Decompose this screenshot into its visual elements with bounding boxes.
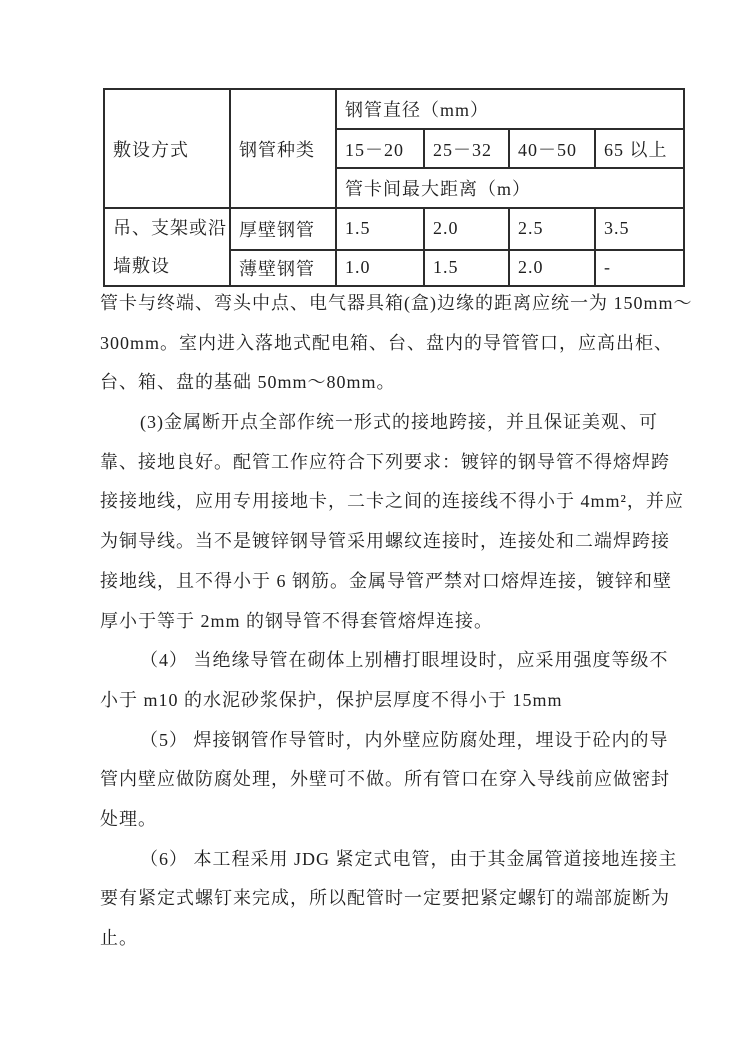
body-text (100, 284, 700, 959)
table-header-installation-method: 敷设方式 (104, 89, 230, 208)
table-header-max-clip-distance: 管卡间最大距离（m） (336, 168, 684, 208)
body-line: 300mm。室内进入落地式配电箱、台、盘内的导管管口，应高出柜、 (100, 332, 673, 353)
body-line: 小于 m10 的水泥砂浆保护，保护层厚度不得小于 15mm (100, 689, 563, 710)
table-header-pipe-type: 钢管种类 (230, 89, 336, 208)
body-line: （4） 当绝缘导管在砌体上别槽打眼埋设时，应采用强度等级不 (140, 650, 669, 671)
body-line: 靠、接地良好。配管工作应符合下列要求：镀锌的钢导管不得熔焊跨 (100, 451, 670, 472)
body-line: 接地线，且不得小于 6 钢筋。金属导管严禁对口熔焊连接，镀锌和壁 (100, 570, 672, 591)
table-cell-value: 2.0 (424, 208, 509, 250)
table-cell-method (104, 208, 230, 286)
body-line: 要有紧定式螺钉来完成，所以配管时一定要把紧定螺钉的端部旋断为 (100, 888, 670, 909)
table-cell-thick-wall-pipe: 厚壁钢管 (230, 208, 336, 250)
body-line: （5） 焊接钢管作导管时，内外壁应防腐处理，埋设于砼内的导 (140, 729, 669, 750)
body-line: 台、箱、盘的基础 50mm～80mm。 (100, 372, 396, 393)
table-cell-value: 1.5 (336, 208, 424, 250)
table-cell-value: 3.5 (595, 208, 684, 250)
table-cell-value: 2.5 (509, 208, 595, 250)
body-line: 为铜导线。当不是镀锌钢导管采用螺纹连接时，连接处和二端焊跨接 (100, 531, 670, 552)
table-header-range-2: 25－32 (424, 129, 509, 168)
body-line: （6） 本工程采用 JDG 紧定式电管，由于其金属管道接地连接主 (140, 848, 678, 869)
body-line: 止。 (100, 928, 138, 948)
table-header-pipe-diameter: 钢管直径（mm） (336, 89, 684, 129)
table-header-range-3: 40－50 (509, 129, 595, 168)
body-line: 处理。 (100, 808, 157, 829)
table-cell-value: 2.0 (509, 250, 595, 286)
body-line: 管内壁应做防腐处理，外壁可不做。所有管口在穿入导线前应做密封 (100, 769, 670, 790)
method-line-2: 墙敷设 (113, 256, 170, 276)
method-line-1: 吊、支架或沿 (113, 218, 227, 238)
table-header-range-1: 15－20 (336, 129, 424, 168)
table-cell-value: 1.0 (336, 250, 424, 286)
table-cell-thin-wall-pipe: 薄壁钢管 (230, 250, 336, 286)
body-line: 接接地线，应用专用接地卡，二卡之间的连接线不得小于 4mm²，并应 (100, 491, 684, 512)
conduit-support-spacing-table (103, 88, 685, 287)
body-line: 厚小于等于 2mm 的钢导管不得套管熔焊连接。 (100, 610, 494, 631)
body-line: (3)金属断开点全部作统一形式的接地跨接，并且保证美观、可 (140, 412, 658, 433)
table-header-range-4: 65 以上 (595, 129, 684, 168)
table-cell-value: 1.5 (424, 250, 509, 286)
body-line: 管卡与终端、弯头中点、电气器具箱(盒)边缘的距离应统一为 150mm～ (100, 293, 693, 313)
table-cell-value: - (595, 250, 684, 286)
